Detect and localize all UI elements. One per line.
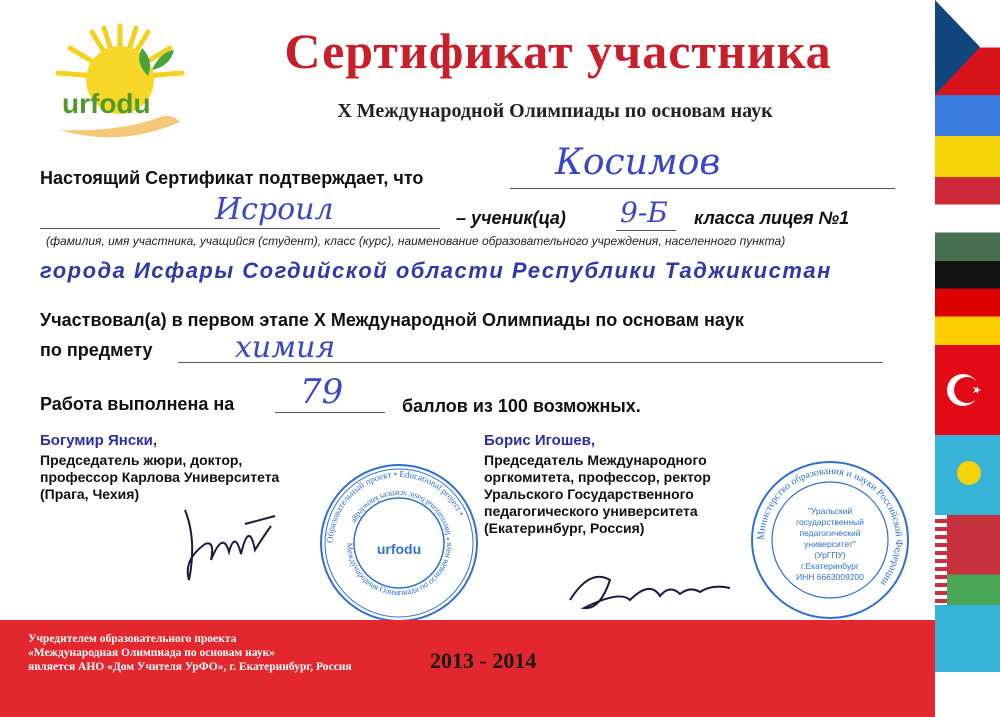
belarus-flag [935,515,1000,605]
left-stamp [318,462,480,624]
surname-line [510,188,895,189]
svg-text:г.Екатеринбург: г.Екатеринбург [801,561,859,571]
first-name-line [40,228,440,229]
svg-text:педагогический: педагогический [799,528,861,538]
student-text: – ученик(ца) [456,208,566,228]
left-signature [175,500,285,590]
logo-text: urfodu [62,88,151,119]
subject-label: по предмету [40,340,153,360]
left-signatory-role: Председатель жюри, доктор, профессор Карлова Университета (Прага, Чехия) [40,452,280,502]
kazakhstan-flag [935,435,1000,515]
surname-handwritten: Косимов [555,142,721,183]
urfodu-logo [40,18,200,143]
score-suffix: баллов из 100 возможных. [402,396,641,416]
left-signatory-name: Богумир Янски, [40,432,158,449]
city-line: города Исфары Согдийской области Республики Таджикистан [40,258,832,283]
confirm-text: Настоящий Сертификат подтверждает, что [40,168,424,188]
score-line [275,412,385,413]
right-signatory-name: Борис Игошев, [484,432,596,449]
participated-text: Участвовал(а) в первом этапе X Международной Олимпиады по основам наук [40,310,744,330]
score-handwritten: 79 [300,372,344,412]
right-signature [560,560,750,620]
flags-strip [935,0,1000,717]
work-label: Работа выполнена на [40,394,235,414]
sun-icon [40,18,200,143]
fields-caption: (фамилия, имя участника, учащийся (студент), класс (курс), наименование образовательного учреждения, населенного пункта) [46,234,786,248]
grade-handwritten: 9-Б [620,196,668,229]
certificate-title: Сертификат участника [284,23,832,79]
turkey-flag [935,345,1000,435]
years: 2013 - 2014 [430,648,537,673]
first-name-handwritten: Исроил [215,192,334,227]
hungary-flag [935,177,1000,261]
grade-line [616,230,676,231]
subject-handwritten: химия [235,330,336,365]
svg-text:"Уральский: "Уральский [807,506,853,516]
svg-text:Международная Олимпиада по осн: Международная Олимпиада по основам наук • International basic sciences knowledge [344,488,454,598]
germany-flag [935,261,1000,345]
bottom-flag [935,605,1000,717]
left-stamp-center: urfodu [376,541,422,557]
svg-text:Образовательный проект • Educa: Образовательный проект • Educational project • [324,468,467,544]
svg-text:Министерство образования и нау: Министерство образования и науки Российской Федерации [755,465,905,588]
right-signatory-role: Председатель Международного оргкомитета, профессор, ректор Уральского Государственного педагогического университета (Екатеринбург, Россия) [484,452,711,536]
svg-text:университет": университет" [804,539,856,549]
czech-flag [935,0,1000,95]
svg-text:ИНН 6663009200: ИНН 6663009200 [795,572,865,582]
svg-text:государственный: государственный [796,517,864,527]
class-text: класса лицея №1 [694,208,850,228]
ukraine-flag [935,95,1000,177]
svg-text:(УрГПУ): (УрГПУ) [814,550,846,560]
footer-founder-text: Учредителем образовательного проекта «Международная Олимпиада по основам наук» является АНО «Дом Учителя УрФО», г. Екатеринбург, Россия [28,633,352,673]
right-stamp [748,458,912,622]
certificate-subtitle: X Международной Олимпиады по основам наук [337,100,773,122]
